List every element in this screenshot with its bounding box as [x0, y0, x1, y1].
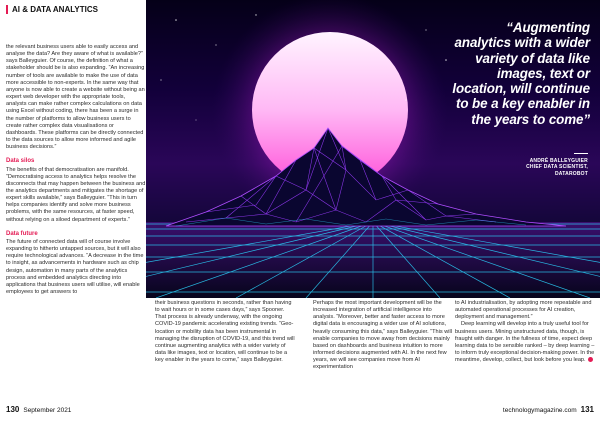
article-column-2 — [155, 300, 295, 364]
pull-quote: “Augmenting analytics with a wider variety of data like images, text or location, will continue to be a key enabler in the years to come” — [452, 20, 590, 127]
footer-right — [503, 405, 594, 414]
body-paragraph: the relevant business users able to easily access and analyse the data? Are they aware of what is available?” says Balleyguier. Of course, the definition of what a stakeholder should be is also expanding. “An increasing number of tools are available to make the use of data more accessible to non-experts. In the same way that anyone is now able to create a website without being an expert web developer with the appropriate tools, analysts can make rather complex calculations on data using Excel without coding, there has been a surge in the number of platforms to allow business users to create rather complex data visualisations or dashboards. These platforms can be directly connected to the data sources to allow more informed and agile business decisions.” — [6, 44, 145, 151]
quote-divider — [574, 153, 588, 154]
body-paragraph: to AI industrialisation, by adopting more repeatable and automated operational processes for AI creation, deployment and management.” — [455, 300, 592, 321]
subhead-data-future: Data future — [6, 230, 38, 237]
circle-end-icon — [588, 357, 593, 362]
section-tag-bar — [6, 5, 8, 14]
article-column-3 — [313, 300, 453, 372]
quote-attribution — [526, 158, 588, 177]
page-number-right: 131 — [580, 405, 594, 414]
footer-left — [6, 405, 71, 414]
magazine-site: technologymagazine.com — [502, 407, 577, 414]
page-number-left: 130 — [6, 405, 20, 414]
body-paragraph: The benefits of that democratisation are manifold. “Democratising access to analytics helps resolve the disconnects that may happen between the business and the analytics departments and mitigates the shortage of expert skills available,” says Balleyguier. “This in turn helps companies identify and solve more business problems, with the same resources, at faster speed, without relying on a siloed department of experts.” — [6, 166, 146, 223]
body-paragraph: their business questions in seconds, rather than having to wait hours or in some cases days,” says Spooner. That process is already underway, with the ongoing COVID-19 pandemic accelerating existing trends. “Geo-location or mobility data has been instrumental in managing the disruption of COVID-19, and this trend will continue augmenting analytics with a wider variety of data like images, text or location, will continue to be a key enabler in the years to come,” says Balleyguier. — [155, 300, 295, 364]
quote-author-company: DATAROBOT — [555, 170, 588, 177]
article-column-1 — [6, 44, 146, 296]
subhead-data-silos: Data silos — [6, 158, 35, 165]
section-tag-label: AI & DATA ANALYTICS — [12, 5, 98, 14]
body-paragraph-final — [455, 321, 595, 364]
section-tag — [6, 5, 98, 14]
final-paragraph-text: Deep learning will develop into a truly useful tool for business users. Mining unstructured data, though, is fraught with danger. In the fullness of time, expect deep learning data to be sensible ranked – by deep learning – to inform truly exceptional decision-making power. In the meantime, develop, collect, but look before you leap. — [455, 321, 595, 364]
quote-author-name: ANDRÉ BALLEYGUIER — [529, 158, 588, 164]
quote-author-role: CHIEF DATA SCIENTIST, — [526, 164, 588, 171]
body-paragraph: The future of connected data will of course involve expanding to hitherto untapped sources, but it will also require technological advances. “A decrease in the time to insight, as advancements in hardware such as chip design, automation in many parts of the analytics process and embedded analytics directing into applications that business users will utilise, will enable employees to get answers to — [6, 238, 144, 295]
body-paragraph: Perhaps the most important development will be the increased integration of artificial intelligence into analysis. “Moreover, better and faster access to more digital data is encouraging a wider use of AI solutions, heavily consuming this data,” says Balleyguier. “This will enable companies to move away from decisions mainly based on dashboards and business intuition to more informed decisions augmented with AI. In the next few years, we will see companies move from AI experimentation — [313, 300, 452, 371]
issue-date: September 2021 — [23, 407, 72, 414]
article-column-4 — [455, 300, 595, 364]
